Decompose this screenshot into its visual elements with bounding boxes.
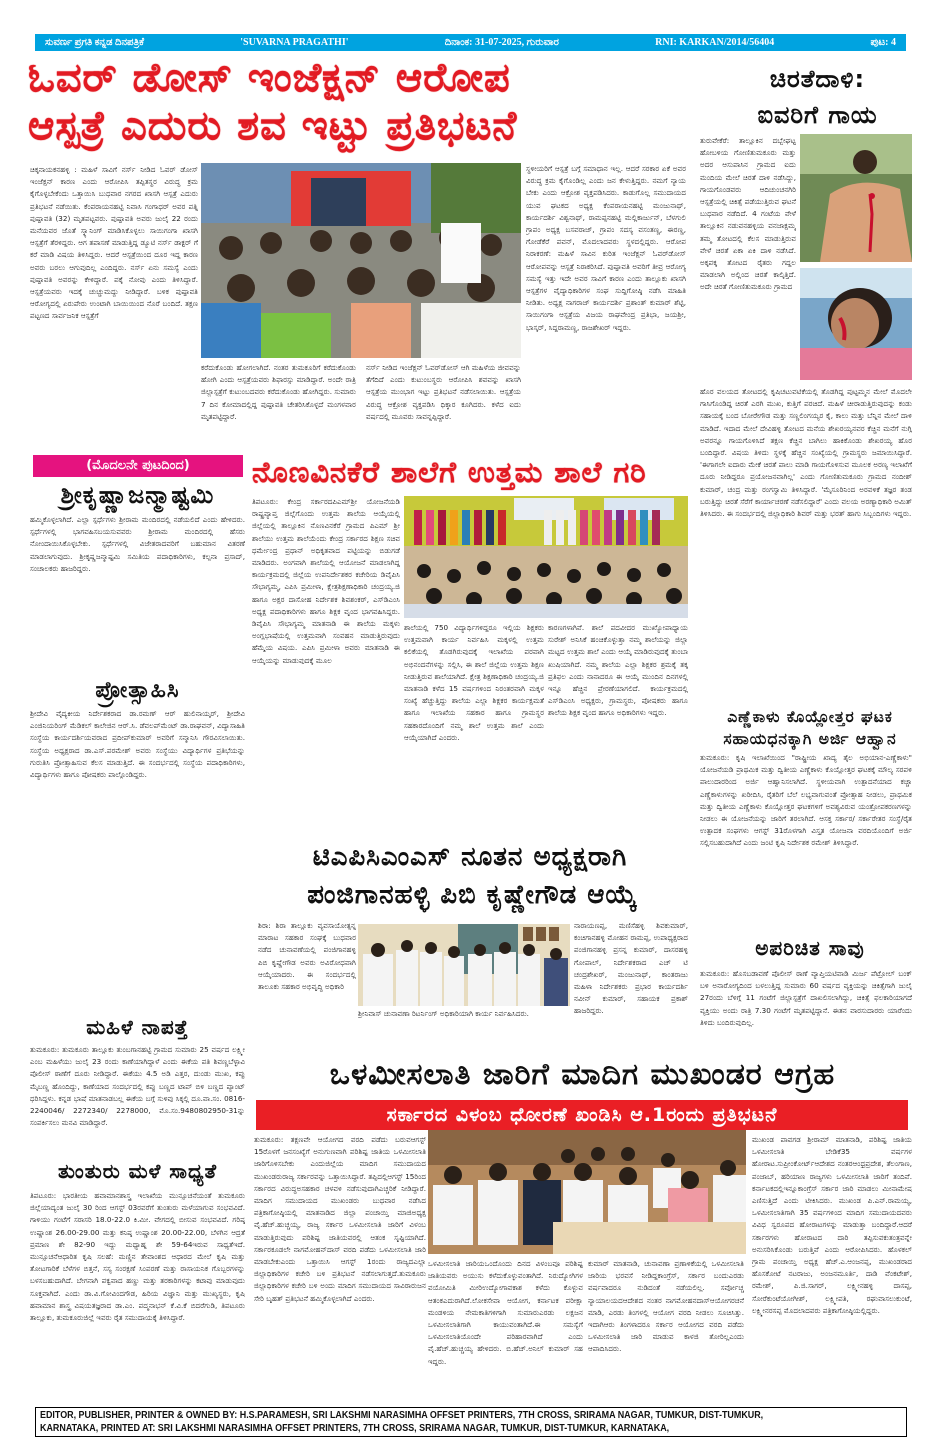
leopard-body-col2: ಹೊರ ವಲಯದ ತೋಟದಲ್ಲಿ ಕೃಷಿಚಟುವಟಿಕೆಯಲ್ಲಿ ತೊಡಗಿದ್ದ ಪುಟ್ಟಮ್ಮನ ಮೇಲೆ ಮೊದಲೇ ಗಾಸಿಗೊಂಡಿದ್ದ ಚಿರತೆ ಎರಗಿ ಮುಖ, ಕುತ್ತಿಗೆ ಪರಚಿದೆ. ಮಹಿಳೆ ಚೀರಾಡುತ್ತಿರುವುದನ್ನು ಕಂಡು ಸಹಾಯಕ್ಕೆ ಬಂದ ಬೋರೇಗೌಡ ಮತ್ತು ಸಣ್ಣಲಿಂಗಯ್ಯರ ಕೈ, ಕಾಲು ಮತ್ತು ಬೆನ್ನಿನ ಮೇಲೆ ದಾಳಿ ಮಾಡಿದೆ. ಇದಾದ ಮೇಲೆ ದೇವಿಹಳ್ಳಿ ತೋಟದ ಮನೆಯ ಶೇಖರಯ್ಯನವರ ಕೆಚ್ಚಿನ ಮನೆಗೆ ನುಗ್ಗಿ ಅವರನ್ನೂ ಗಾಯಗೊಳಿಸಿದೆ ತಕ್ಷಣ ಕೆಚ್ಚಿನ ಬಾಗಿಲು ಹಾಕಿಕೊಂಡು ಶೇಖರಯ್ಯ ಹೊರ ಬಂದಿದ್ದಾರೆ. ವಿಷಯ ತಿಳಿದು ಸ್ಥಳಕ್ಕೆ ಹೆಚ್ಚಿನ ಸಂಖ್ಯೆಯಲ್ಲಿ ಗ್ರಾಮಸ್ಥರು ಜಮಾಯಿಸಿದ್ದಾರೆ. 'ಈಗಾಗಲೇ ಐದಾರು ಮೇಕೆ ಚಿರತೆ ಪಾಲು ಮಾಡಿ ಗಾಯಗೊಳಿಸುವ ಮೂಲಕ ಅರಣ್ಯ ಇಲಾಖೆಗೆ ದೂರು ನೀಡಿದ್ದರೂ ಪ್ರಯೋಜನವಾಗಿಲ್ಲ' ಎಂದು ಗೋಣಿತುಮಕೂರು ಗ್ರಾಮದ ನಂದೀಶ್ ಕುಮಾರ್, ಚಂದ್ರ ಮತ್ತು ರಂಗಸ್ವಾಮಿ ತಿಳಿಸಿದ್ದಾರೆ. 'ಮೈಸೂರಿನಿಂದ ಅರವಳಿಕೆ ತಜ್ಞರ ತಂಡ ಬರುತ್ತಿದ್ದು ಚಿರತೆ ಸೆರೆಗೆ ಕಾರ್ಯಾಚರಣೆ ನಡೆಸಲಿದ್ದಾರೆ' ಎಂದು ವಲಯ ಅರಣ್ಯಾಧಿಕಾರಿ ಅಮಿತ್ ತಿಳಿಸಿದರು. ಈ ಸಂದರ್ಭದಲ್ಲಿ ಜಿಲ್ಲಾಧಿಕಾರಿ ಶಿವರ್ ಮತ್ತು ಭರತ್ ಹಾಗು ಸಿಬ್ಬಂದಿಗಳು ಇದ್ದರು. [700,387,912,519]
continued-from-front-page-tag: (ಮೊದಲನೇ ಪುಟದಿಂದ) [33,455,243,477]
issue-date: ದಿನಾಂಕ: 31-07-2025, ಗುರುವಾರ [444,37,559,48]
imprint-footer [35,1407,907,1437]
nonavinakere-body-col3: ಕಾರಣಗಳಾಗಿವೆ. ಶಾಲೆ ಪದವೀದರ ಮುಖ್ಯೋಪಾಧ್ಯಾಯ ಸುರೇಶ್ ಅನಿಸಿಕೆ ಹಂಚಿಕೊಳ್ಳುತ್ತಾ ನಮ್ಮ ಶಾಲೆಯನ್ನು ಜಿಲ್ಲಾ ಮಟ್ಟದ ಉತ್ತಮ ಶಾಲೆ ಎಂದು ಆಯ್ಕೆ ಮಾಡಿರುವುದಕ್ಕೆ ತುಂಬಾ ಖುಷಿಯಾಗಿದೆ. ನಮ್ಮ ಶಾಲೆಯ ಎಲ್ಲಾ ಶಿಕ್ಷಕರ ಶ್ರಮಕ್ಕೆ ತಕ್ಕ ಪ್ರತಿಫಲ ಎಂದು ನಾನಾದರೂ ಈ ಆಯ್ಕೆ ಮುಂದಿನ ದಿನಗಳಲ್ಲಿ ಇನ್ನೂ ಹೆಚ್ಚಿನ ಪ್ರೇರಣೆಯಾಗಲಿದೆ. ಕಾರ್ಯಕ್ರಮದಲ್ಲಿ ಎಸ್‌ಡಿಎಂಸಿ ಅಧ್ಯಕ್ಷರು, ಗ್ರಾಮಸ್ಥರು, ಪೋಷಕರು ಹಾಗೂ ಶಾಲೆಯ ಶಿಕ್ಷಕ ವೃಂದ ಹಾಗೂ ಅಧಿಕಾರಿಗಳು ಇದ್ದರು. [548,623,688,718]
overdose-headline-line1: ಓವರ್ ಡೋಸ್ ಇಂಜೆಕ್ಷನ್ ಆರೋಪ [28,55,511,101]
olameesalati-body-col2: ಒಳಮೀಸಲಾತಿ ಜಾರಿಯಒಂದೊಂದು ದಿನದ ವಿಳಂಬವೂ ಪರಿಶಿಷ್ಟ ಜಾತಿಯವರು ಅಯುಸು ಕಳೆದುಕೊಳ್ಳುವಂತಾಗಿದೆ. ನಿರುದ್ಯೋಗಿಗಳ ವಯೋಮಿತಿ ಮೀರಿಉದ್ಯೋಗಾವಕಾಶ ಕಳೆದು ಕೊಳ್ಳುವ ಆತಂಕಎದುರಾಗಿದೆ.ಲೋಕಸೇವಾ ಆಯೋಗ, ಕರ್ನಾಟಕ ಪರೀಕ್ಷಾ ಮಂಡಳಿಯ ನೇಮಕಾತಿಗಳಿಗಾಗಿ ಸುಮಾರುಎರಡು ಲಕ್ಷಜನ ಒಳಮೀಸಲಾತಿಗಾಗಿ ಕಾಯುವಂತಾಗಿದೆ.ಈ ಸಮಸ್ಯೆಗೆ ಒಳಮೀಸಲಾತಿಯೊಂದೇ ಪರಿಹಾರವಾಗಿದೆ ಎಂದು ವೈ.ಹೆಚ್.ಹುಚ್ಚಯ್ಯ ಹೇಳಿದರು. ಬಿ.ಹೆಚ್.ಅನಿಲ್ ಕುಮಾರ್ ಸಹ ಇದ್ದರು. [428,1259,583,1366]
protest-crowd-photo [201,163,521,358]
leopard-body-col1: ತುರುವೇಕೆರೆ: ತಾಲ್ಲೂಕಿನ ದಬ್ಬೇಘಟ್ಟ ಹೋಬಳಿಯ ಗೋಣಿತುಮಕೂರು ಮತ್ತು ಅದರ ಆಸುಪಾಸಿನ ಗ್ರಾಮದ ಐದು ಮಂದಿಯ ಮೇಲೆ ಚಿರತೆ ದಾಳಿ ನಡೆಸಿದ್ದು, ಗಾಯಗೊಂಡವರು ಆದಿಚುಂಚನಗಿರಿ ಆಸ್ಪತ್ರೆಯಲ್ಲಿ ಚಿಕಿತ್ಸೆ ಪಡೆಯುತ್ತಿರುವ ಘಟನೆ ಬುಧವಾರ ನಡೆದಿದೆ. 4 ಗಂಟೆಯ ವೇಳೆ ತಾಲ್ಲೂಕಿನ ನಡುವನಹಳ್ಳಿಯ ವನಜಾಕ್ಷಮ್ಮ ತಮ್ಮ ತೋಟದಲ್ಲಿ ಕೆಲಸ ಮಾಡುತ್ತಿರುವ ವೇಳೆ ಚಿರತೆ ಏಕಾ ಏಕಿ ದಾಳಿ ನಡೆಸಿದೆ. ಅಕ್ಕಪಕ್ಕ ತೋಟದ ರೈತರು ಗದ್ದಲ ಮಾಡಲಾಗಿ ಅಲ್ಲಿಂದ ಚಿರತೆ ಕಾಲ್ಕಿತ್ತಿದೆ. ಅದೇ ಚಿರತೆ ಗೋಣಿತುಮಕೂರು ಗ್ರಾಮದ [700,136,796,292]
olameesalati-body-col4: ಮುಖಂಡ ಪಾವಗಡ ಶ್ರೀರಾಮ್ ಮಾತನಾಡಿ, ಪರಿಶಿಷ್ಟ ಜಾತಿಯ ಒಳಮೀಸಲಾತಿ ಬೇಡಿಕೆ35 ವರ್ಷಗಳ ಹೋರಾಟ.ಸುಪ್ರೀಂಕೋರ್ಟ್‌ಆದೇಶದ ನಂತರಆಂಧ್ರಪ್ರದೇಶ, ತೆಲಂಗಾಣ, ಪಂಜಾಬ್, ಹರಿಯಾಣ ರಾಜ್ಯಗಳು ಒಳಮೀಸಲಾತಿ ಜಾರಿಗೆ ತಂದಿವೆ. ಕರ್ನಾಟಕದಲ್ಲಿಇನ್ನೂಕಾಂಗ್ರೆಸ್ ಸರ್ಕಾರ ಜಾರಿ ಮಾಡಲು ಮೀನಾಮೇಷ ಎಣಿಸುತ್ತಿದೆ ಎಂದು ಟೀಕಿಸಿದರು. ಮುಖಂಡ ಪಿ.ಎನ್.ರಾಮಯ್ಯ, ಒಳಮೀಸಲಾತಿಗಾಗಿ 35 ವರ್ಷಗಳಿಂದ ಮಾದಿಗ ಸಮುದಾಯದವರು ವಿವಿಧ ಸ್ವರೂಪದ ಹೋರಾಟಗಳನ್ನು ಮಾಡುತ್ತಾ ಬಂದಿದ್ದಾರೆ.ಆದರೆ ಸರ್ಕಾರಗಳು ಹೋರಾಟದ ದಾರಿ ತಪ್ಪಿಸುವಕುತಂತ್ರವನ್ನೇ ಅನುಸರಿಸಿಕೊಂಡು ಬರುತ್ತಿವೆ ಎಂದು ಆರೋಪಿಸಿದರು. ಹೊಳಕಲ್ ಗ್ರಾಮ ಪಂಚಾಯ್ತಿ ಅಧ್ಯಕ್ಷ ಹೆಚ್.ಎ.ಆಂಜನಪ್ಪ, ಮುಖಂಡರಾದ ಹೊಸಕೋಟೆ ನಟರಾಜು, ಅಂಜನಮೂರ್ತಿ, ದಾಡಿ ವೆಂಕಟೇಶ್, ರಮೇಶ್, ಪಿ.ಜಿ.ಸಾಗರ್, ಲಕ್ಷ್ಮೀನಹಳ್ಳಿ ದಾಸಪ್ಪ, ಸೋರೆಕುಂಟೆಯೋಗೀಶ್, ಲಕ್ಷ್ಮೀಪತಿ, ರಘುವಾಸಲುಕುಂಟೆ, ಲಕ್ಷ್ಮೀನರಸಪ್ಪ ಮೊದಲಾದವರು ಪತ್ರಿಕಾಗೋಷ್ಠಿಯಲ್ಲಿದ್ದರು. [752,1135,912,1315]
leopard-headline-line2: ಐವರಿಗೆ ಗಾಯ [757,101,878,129]
rain-body: ತಿಪಟೂರು: ಭಾರತೀಯ ಹವಾಮಾನಶಾಸ್ತ್ರ ಇಲಾಖೆಯ ಮುನ್ಸೂಚನೆಯಂತೆ ತುಮಕೂರು ಜಿಲ್ಲೆಯಾದ್ಯಂತ ಜುಲೈ 30 ರಿಂದ ಆಗಸ್ಟ್ 03ರವರೆಗೆ ತುಂತುರು ಮಳೆಯಾಗುವ ಸಂಭವವಿದೆ. ಗಾಳಿಯು ಗಂಟೆಗೆ ಸರಾಸರಿ 18.0-22.0 ಕಿ.ಮೀ. ವೇಗದಲ್ಲಿ ಬೀಸುವ ಸಂಭವವಿದೆ. ಗರಿಷ್ಠ ಉಷ್ಣಾಂಶ 26.00-29.00 ಮತ್ತು ಕನಿಷ್ಠ ಉಷ್ಣಾಂಶ 20.00-22.00, ಬೆಳಗಿನ ಆದ್ರತೆ ಪ್ರಮಾಣ ಶೇ 82-90 ಇದ್ದು ಮಧ್ಯಾಹ್ನ ಶೇ 59-64ಇರುವ ಸಾಧ್ಯತೆಇದೆ. ಮುನ್ಸೂಚನೆಆಧಾರಿತ ಕೃಷಿ ಸಲಹೆ: ಮಣ್ಣಿನ ತೇವಾಂಶದ ಆಧಾರದ ಮೇಲೆ ಕೃಷಿ ಮತ್ತು ತೋಟಗಾರಿಕೆ ಬೆಳೆಗಳ ಬಿತ್ತನೆ, ಸಸ್ಯ ಸಂರಕ್ಷಣೆ ಸಿಂಪರಣೆ ಮತ್ತು ರಾಸಾಯನಿಕ ಗೊಬ್ಬರಗಳನ್ನು ಬಳಸಬಹುದಾಗಿದೆ. ಬೇಗನಾಗಿ ಪಕ್ವವಾದ ಹಣ್ಣು ಮತ್ತು ತರಕಾರಿಗಳನ್ನು ಕಟಾವು ಮಾಡುವುದು ಸೂಕ್ತವಾಗಿದೆ. ಎಂದು ಡಾ.ವಿ.ಗೋವಿಂದಗೌಡ, ಹಿರಿಯ ವಿಜ್ಞಾನಿ ಮತ್ತು ಮುಖ್ಯಸ್ಥರು, ಕೃಷಿ ಹವಾಮಾನ ಶಾಸ್ತ್ರ ವಿಷಯತಜ್ಞರಾದ ಡಾ.ಎಂ. ಪದ್ಮನಾಭನ್ ಕೆ.ವಿ.ಕೆ ಬಿದರೆಗುಡಿ, ತಿಪಟೂರು ತಾಲ್ಲೂಕು, ತುಮಕೂರುಜಿಲ್ಲೆ ಇವರು ರೈತ ಸಮುದಾಯಕ್ಕೆ ತಿಳಿಸಿದ್ದಾರೆ. [30,1191,245,1323]
tapcms-body-col3: ನಾರಾಯಣಪ್ಪ, ಮಣಿಸೆಹಳ್ಳಿ ಶಿವಕುಮಾರ್, ಕಂಚಿಗಾನಹಳ್ಳಿ ಮೋಹನ ರಾಮಪ್ಪ, ಉಪಾಧ್ಯಕ್ಷರಾದ ಪಂಜಿಗಾನಹಳ್ಳಿ ಪ್ರಸನ್ನ ಕುಮಾರ್, ದಾಸರಹಳ್ಳಿ ಗೋಪಾಲ್, ನಿರ್ದೇಶಕರಾದ ಎಚ್ ಟಿ ಚಂದ್ರಶೇಖರ್, ಮಂಜುನಾಥ್, ಕಾಂತರಾಜು ಮಹಿಳಾ ನಿರ್ದೇಶಕರು ಪ್ರಭಾರ ಕಾರ್ಯದರ್ಶಿ ನವೀನ್ ಕುಮಾರ್, ಸಹಾಯಕ ಪ್ರಕಾಶ್ ಹಾಜರಿದ್ದರು. [574,921,688,1016]
rain-headline: ತುಂತುರು ಮಳೆ ಸಾಧ್ಯತೆ [57,1159,218,1183]
masthead-bar [35,34,906,51]
election-felicitation-photo [358,924,570,1006]
olameesalati-subheadline: ಸರ್ಕಾರದ ವಿಳಂಬ ಧೋರಣೆ ಖಂಡಿಸಿ ಆ.1ರಂದು ಪ್ರತಿಭಟನೆ [256,1100,908,1130]
injured-man-back-photo [800,134,912,262]
ennekalu-body: ತುಮಕೂರು: ಕೃಷಿ ಇಲಾಖೆಯಿಂದ "ರಾಷ್ಟ್ರೀಯ ಖಾದ್ಯ ತೈಲ ಅಭಿಯಾನ-ಎಣ್ಣೆಕಾಳು" ಯೋಜನೆಯಡಿ ಪ್ರಾಥಮಿಕ ಮತ್ತು ದ್ವಿತೀಯ ಎಣ್ಣೆಕಾಳು ಕೊಯ್ಲೋತ್ತರ ಘಟಕಕ್ಕೆ ಮೌಲ್ಯ ಸರಪಳಿ ಪಾಲುದಾರರಿಂದ ಅರ್ಜಿ ಆಹ್ವಾನಿಸಲಾಗಿದೆ. ಸ್ಥಳೀಯವಾಗಿ ಉತ್ಪಾದನೆಯಾದ ಕಚ್ಚಾ ಎಣ್ಣೆಕಾಳುಗಳನ್ನು ಖರೀದಿಸಿ, ರೈತರಿಗೆ ಬೆಲೆ ಲಭ್ಯವಾಗುವಂತೆ ಪ್ರೋತ್ಸಾಹ ನೀಡಲು, ಪ್ರಾಥಮಿಕ ಮತ್ತು ದ್ವಿತೀಯ ಎಣ್ಣೆಕಾಳು ಕೊಯ್ಲೋತ್ತರ ಘಟಕಗಳಿಗೆ ಅವಶ್ಯವಿರುವ ಯಂತ್ರೋಪಕರಣಗಳನ್ನು ನೀಡಲು ಈ ಯೋಜನೆಯನ್ನು ಜಾರಿಗೆ ತರಲಾಗಿದೆ. ಆಸಕ್ತ ಸರ್ಕಾರ/ ಸರ್ಕಾರೇತರ ಸಂಸ್ಥೆ/ರೈತ ಉತ್ಪಾದಕ ಸಂಘಗಳು ಆಗಸ್ಟ್ 31ರೊಳಗಾಗಿ ವಿಸ್ತೃತ ಯೋಜನಾ ವರದಿಯೊಂದಿಗೆ ಅರ್ಜಿ ಸಲ್ಲಿಸಬಹುದಾಗಿದೆ ಎಂದು ಜಂಟಿ ಕೃಷಿ ನಿರ್ದೇಶಕ ರಮೇಶ್ ತಿಳಿಸಿದ್ದಾರೆ. [700,753,912,848]
overdose-body-col4: ಸ್ಥಳೀಯರಿಗೆ ಆಸ್ಪತ್ರೆ ಬಗ್ಗೆ ಸಮಾಧಾನ ಇಲ್ಲ. ಆದರೆ ಸರಕಾರ ಏಕೆ ಅವರ ವಿರುದ್ಧ ಕ್ರಮ ಕೈಗೊಂಡಿಲ್ಲ ಎಂದು ಜನ ಕೇಳುತ್ತಿದ್ದರು. ನಮಗೆ ನ್ಯಾಯ ಬೇಕು ಎಂದು ಆಕ್ರೋಶ ವ್ಯಕ್ತಪಡಿಸಿದರು. ಕಾಡುಗೊಲ್ಲ ಸಮುದಾಯದ ಯುವ ಘಟಕದ ಅಧ್ಯಕ್ಷ ಕೆಂಪರಾಯನಹಟ್ಟಿ ಮಂಜುನಾಥ್, ಕಾರ್ಯದರ್ಶಿ ವಿಶ್ವನಾಥ್, ರಾಮಪ್ಪನಹಟ್ಟಿ ಮಲ್ಲಿಕಾರ್ಜುನ್, ಬೆಳಗುಲಿ ಗ್ರಾಪಂ ಅಧ್ಯಕ್ಷ ಬಸವರಾಜ್, ಗ್ರಾಪಂ ಸದಸ್ಯ ವಸಂತಣ್ಣ, ಈರಣ್ಣ, ಗೋಡೆಕೆರೆ ಪವನ್, ಮೊದಲಾದವರು ಸ್ಥಳದಲ್ಲಿದ್ದರು. ಆರೋಪ ನಿರಾಕರಣೆ: ಮಹಿಳೆ ಸಾವಿನ ಕುರಿತ ಇಂಜೆಕ್ಷನ್ ಓವರ್‌ಡೋಸ್ ಆರೋಪವನ್ನು ಆಸ್ಪತ್ರೆ ನಿರಾಕರಿಸಿದೆ. ಪುಷ್ಪಾವತಿ ಅವರಿಗೆ ತೀವ್ರ ಆರೋಗ್ಯ ಸಮಸ್ಯೆ ಇತ್ತು ಇದೇ ಅವರ ಸಾವಿಗೆ ಕಾರಣ ಎಂದು ತಾಲ್ಲೂಕು ಖಾಸಗಿ ಆಸ್ಪತ್ರೆಗಳ ವೈದ್ಯಾಧಿಕಾರಿಗಳ ಸಂಘ ಸುದ್ದಿಗೋಷ್ಠಿ ನಡೆಸಿ ಮಾಹಿತಿ ನೀಡಿತು. ಅಧ್ಯಕ್ಷ ನಾಗರಾಜ್ ಕಾರ್ಯದರ್ಶಿ ಪ್ರಶಾಂತ್ ಕುಮಾರ್ ಶೆಟ್ಟಿ, ಸಾಯಿಗಂಗಾ ಆಸ್ಪತ್ರೆಯ ವಿಜಯ ರಾಘವೇಂದ್ರ ಪ್ರತಿಭಾ, ಜಯಶ್ರೀ, ಭಾಸ್ಕರ್, ಸಿದ್ದರಾಮಣ್ಣ, ರಾಜಶೇಖರ್ ಇದ್ದರು. [526,164,686,332]
ennekalu-headline-line2: ಸಹಾಯಧನಕ್ಕಾಗಿ ಅರ್ಜಿ ಆಹ್ವಾನ [723,730,897,748]
mahile-headline: ಮಹಿಳೆ ನಾಪತ್ತೆ [86,1015,189,1039]
tapcms-headline-line1: ಟಿಎಪಿಸಿಎಂಎಸ್ ನೂತನ ಅಧ್ಯಕ್ಷರಾಗಿ [312,842,628,872]
janmashtami-body: ಹಮ್ಮಿಕೊಳ್ಳಲಾಗಿದೆ. ಎಲ್ಲಾ ಸ್ಪರ್ಧೆಗಳು ಶ್ರೀರಾಮ ಮಂದಿರದಲ್ಲಿ ನಡೆಯಲಿದೆ ಎಂದು ಹೇಳಿದರು. ಸ್ಪರ್ಧೆಗಳಲ್ಲಿ ಭಾಗವಹಿಸಬಯಸುವವರು ಶ್ರೀರಾಮ ಮಂದಿರದಲ್ಲಿ ಹೆಸರು ನೋಂದಾಯಿಸಿಕೊಳ್ಳಬೇಕು. ಸ್ಪರ್ಧೆಗಳಲ್ಲಿ ವಿಜೇತರಾದವರಿಗೆ ಬಹುಮಾನ ವಿತರಣೆ ಮಾಡಲಾಗುವುದು. ಶ್ರೀಕೃಷ್ಣಜನ್ಮಾಷ್ಟಮಿ ಸಮಿತಿಯ ಪದಾಧಿಕಾರಿಗಳು, ಕಲ್ಪನಾ ಪ್ರಸಾದ್, ಸಂಚಾಲಕರು ಹಾಜರಿದ್ದರು. [30,515,245,573]
olameesalati-body-col1: ತುಮಕೂರು: ತಕ್ಷಣವೇ ಆಯೋಗದ ವರದಿ ಪಡೆದು ಬರುವಆಗಸ್ಟ್ 15ರೊಳಗೆ ಜನಸಂಖ್ಯೆಗೆ ಅನುಗುಣವಾಗಿ ಪರಿಶಿಷ್ಟ ಜಾತಿಯ ಒಳಮೀಸಲಾತಿ ಜಾರಿಗೊಳಿಸಬೇಕು ಎಂದುಜಿಲ್ಲೆಯ ಮಾದಿಗ ಸಮುದಾಯದ ಮುಖಂಡರುರಾಜ್ಯ ಸರ್ಕಾರವನ್ನು ಒತ್ತಾಯಿಸಿದ್ದಾರೆ. ತಪ್ಪಿದಲ್ಲಿಆಗಸ್ಟ್ 15ರಿಂದ ಸರ್ಕಾರದ ವಿರುದ್ಧಅಸಹಕಾರ ಚಳವಳಿ ನಡೆಸುವುದಾಗಿಎಚ್ಚರಿಕೆ ನೀಡಿದ್ದಾರೆ. ಮಾದಿಗ ಸಮುದಾಯದ ಮುಖಂಡರು ಬುಧವಾರ ನಡೆಸಿದ ಪತ್ರಿಕಾಗೋಷ್ಠಿಯಲ್ಲಿ ಮಾತನಾಡಿದ ಜಿಲ್ಲಾ ಪಂಚಾಯ್ತಿ ಮಾಜಿಅಧ್ಯಕ್ಷ ವೈ.ಹೆಚ್.ಹುಚ್ಚಯ್ಯ, ರಾಜ್ಯ ಸರ್ಕಾರ ಒಳಮೀಸಲಾತಿ ಜಾರಿಗೆ ವಿಳಂಬ ಮಾಡುತ್ತಿರುವುದು ಪರಿಶಿಷ್ಟ ಜಾತಿಯವರಲ್ಲಿ ಆತಂಕ ಸೃಷ್ಟಿಯಾಗಿದೆ. ಸರ್ಕಾರಕೂಡಲೇ ನಾಗಮೋಹನ್‌ದಾಸ್ ವರದಿ ಪಡೆದು ಒಳಮೀಸಲಾತಿ ಜಾರಿ ಮಾಡಬೇಕುಎಂದು ಒತ್ತಾಯಿಸಿ ಆಗಸ್ಟ್ 1ರಂದು ರಾಜ್ಯದಎಲ್ಲಾ ಜಿಲ್ಲಾಧಿಕಾರಿಗಳ ಕಚೇರಿ ಬಳಿ ಪ್ರತಿಭಟನೆ ನಡೆಸಲಾಗುತ್ತದೆ.ತುಮಕೂರು ಜಿಲ್ಲಾಧಿಕಾರಿಗಳ ಕಚೇರಿ ಬಳಿ ಅಂದು ಮಾದಿಗ ಸಮುದಾಯದ ಸಾವಿರಾರುಜನ ಸೇರಿ ಬೃಹತ್ ಪ್ರತಿಭಟನೆ ಹಮ್ಮಿಕೊಳ್ಳಲಾಗಿದೆ ಎಂದರು. [254,1135,426,1303]
nonavinakere-body-col1: ತಿಪಟೂರು: ಕೇಂದ್ರ ಸರ್ಕಾರದಪಿಎಮ್‌ಶ್ರೀ ಯೋಜನೆಯಡಿ ರಾಷ್ಟ್ರವ್ಯಾಪ್ತ ಜಿಲ್ಲೆಗೊಂದು ಉತ್ತಮ ಶಾಲೆಯ ಆಯ್ಕೆಯಲ್ಲಿ ಜಿಲ್ಲೆಯಲ್ಲಿ ತಾಲ್ಲೂಕಿನ ನೊಣವಿನಕೆರೆ ಗ್ರಾಮದ ಪಿಎಮ್ ಶ್ರೀ ಶಾಲೆಯು ಉತ್ತಮ ಶಾಲೆಯೆಂದು ಕೇಂದ್ರ ಸರ್ಕಾರದ ಶಿಕ್ಷಣ ಸಚಿವ ಧರ್ಮೇಂದ್ರ ಪ್ರಧಾನ್ ಅಧಿಕೃತವಾದ ಪಟ್ಟಿಯನ್ನು ಬಿಡುಗಡೆ ಮಾಡಿದರು. ಅಂಗವಾಗಿ ಶಾಲೆಯಲ್ಲಿ ಆಯೋಜನೆ ಮಾಡಲಾಗಿದ್ದ ಕಾರ್ಯಕ್ರಮದಲ್ಲಿ ಜಿಲ್ಲೆಯ ಉಪನಿರ್ದೇಶಕರ ಕಚೇರಿಯ ಡಿವೈಪಿಸಿ ಸೌಭಾಗ್ಯಮ್ಮ, ಎಪಿಸಿ ಪ್ರಮೀಳಾ, ಕ್ಷೇತ್ರಶಿಕ್ಷಣಾಧಿಕಾರಿ ಚಂದ್ರಯ್ಯ.ಜಿ ಹಾಗೂ ಅಕ್ಷರ ದಾಸೋಹ ನಿರ್ದೇಶಕ ಶಿವಶಂಕರ್, ಎಸ್‌ಡಿಎಂಸಿ ಅಧ್ಯಕ್ಷ ಪದಾಧಿಕಾರಿಗಳು ಹಾಗೂ ಶಿಕ್ಷಕ ವೃಂದ ಭಾಗವಹಿಸಿದ್ದರು. ಡಿವೈಪಿಸಿ ಸೌಭಾಗ್ಯಮ್ಮ ಮಾತನಾಡಿ ಈ ಶಾಲೆಯ ಮಕ್ಕಳು ಅಂಗ್ಲಭಾಷೆಯಲ್ಲಿ ಉತ್ತಮವಾಗಿ ಸಂವಹನ ಮಾಡುತ್ತಿರುವುದು ಹೆಮ್ಮೆಯ ವಿಷಯ. ಎಪಿಸಿ ಪ್ರಮೀಳಾ ಅವರು ಮಾತನಾಡಿ ಈ ಆಯ್ಕೆಯನ್ನು ಮಾಡುವುದಕ್ಕೆ ಮೂಲ [252,497,400,665]
paper-name-english: 'SUVARNA PRAGATHI' [240,37,349,48]
overdose-body-col1: ಚಿಕ್ಕನಾಯಕನಹಳ್ಳಿ : ಮಹಿಳೆ ಸಾವಿಗೆ ನರ್ಸ್ ನೀಡಿದ ಓವರ್ ಡೋಸ್ ಇಂಜೆಕ್ಷನ್ ಕಾರಣ ಎಂದು ಆರೋಪಿಸಿ ತಪ್ಪಿತಸ್ಥರ ವಿರುದ್ಧ ಕ್ರಮ ಕೈಗೊಳ್ಳಬೇಕೆಂದು ಒತ್ತಾಯಿಸಿ ಬುಧವಾರ ನಗರದ ಖಾಸಗಿ ಆಸ್ಪತ್ರೆ ಎದುರು ಪ್ರತಿಭಟನೆ ನಡೆಯಿತು. ಕೆಂಪರಾಯನಹಟ್ಟಿ ನಿವಾಸಿ ಗಂಗಾಧರ್ ಅವರ ಪತ್ನಿ ಪುಷ್ಪಾವತಿ (32) ಮೃತಪಟ್ಟವರು. ಪುಷ್ಪಾವತಿ ಅವರು ಜುಲೈ 22 ರಂದು ಮನೆಯವರ ಜೊತೆ ಸ್ಕ್ಯಾನಿಂಗ್ ಮಾಡಿಸಿಕೊಳ್ಳಲು ಸಾಯಿಗಂಗಾ ಖಾಸಗಿ ಆಸ್ಪತ್ರೆಗೆ ತೆರಳಿದ್ದರು. ಆಗ ತಪಾಸಣೆ ಮಾಡುತ್ತಿದ್ದ ಡ್ಯೂಟಿ ನರ್ಸ್ ಡಾಕ್ಟರ್ ಗೆ ಕರೆ ಮಾಡಿ ವಿಷಯ ತಿಳಿಸಿದ್ದರು. ಆದರೆ ಆಸ್ಪತ್ರೆಯಿಂದ ದೂರ ಇದ್ದ ಕಾರಣ ಅವರು ಬರಲು ಆಗುವುದಿಲ್ಲ ಎಂದಿದ್ದರು. ನರ್ಸ್ ಏನು ಸಮಸ್ಯೆ ಎಂದು ಪುಷ್ಪಾವತಿ ಅವರನ್ನು ಕೇಳಿದ್ದಾರೆ. ಪಕ್ಕೆ ನೋವು ಎಂದು ತಿಳಿಸಿದ್ದಾರೆ. ಆಸ್ಪತ್ರೆಯವರು ಇದಕ್ಕೆ ಚುಚ್ಚುಮದ್ದು ನೀಡಿದ್ದಾರೆ. ಬಳಿಕ ಪುಷ್ಪಾವತಿ ಆರೋಗ್ಯದಲ್ಲಿ ಏರುಪೇರು ಉಂಟಾಗಿ ಬಾಯಿಯಿಂದ ನೊರೆ ಬಂದಿದೆ. ತಕ್ಷಣ ಪಟ್ಟಣದ ಸಾರ್ವಜನಿಕ ಆಸ್ಪತ್ರೆಗೆ [30,165,198,321]
tapcms-body-col1: ಶಿರಾ: ಶಿರಾ ತಾಲ್ಲೂಕು ವ್ಯವಸಾಯೋತ್ಪನ್ನ ಮಾರಾಟ ಸಹಕಾರ ಸಂಘಕ್ಕೆ ಬುಧವಾರ ನಡೆದ ಚುನಾವಣೆಯಲ್ಲಿ ಪಂಜಿಗಾನಹಳ್ಳಿ ಪಿಬಿ ಕೃಷ್ಣೇಗೌಡ ಅವರು ಅವಿರೋಧವಾಗಿ ಆಯ್ಕೆಯಾದರು. ಈ ಸಂದರ್ಭದಲ್ಲಿ ತಾಲೂಕು ಸಹಕಾರ ಅಭಿವೃದ್ಧಿ ಅಧಿಕಾರಿ [258,921,356,992]
protsahisi-body: ಶ್ರೀದೇವಿ ವೈದ್ಯಕೀಯ ನಿರ್ದೇಶಕರಾದ ಡಾ.ರಮಣ್ ಆರ್ ಹುಲಿನಾಯ್ಕರ್, ಶ್ರೀದೇವಿ ಎಂಜಿನಿಯರಿಂಗ್ ಮೆಡಿಕಲ್ ಕಾಲೇಜಿನ ಆರ್.ಸಿ. ಡೆವಲಪ್‌ಮೆಂಟ್ ಡಾ.ರಾಘವನ್, ವಿದ್ಯಾಸಾಹಿತಿ ಸಂಸ್ಥೆಯ ಕಾರ್ಯದರ್ಶಿಯವರಾದ ಪ್ರದೀಪ್‌ಕುಮಾರ್ ಅವರಿಗೆ ಸನ್ಮಾನಿಸಿ ಗೌರವಿಸಲಾಯಿತು. ಸಂಸ್ಥೆಯ ಅಧ್ಯಕ್ಷರಾದ ಡಾ.ಎಸ್.ಪರಮೇಶ್ ಅವರು ಸಂಸ್ಥೆಯು ವಿದ್ಯಾರ್ಥಿಗಳ ಪ್ರತಿಭೆಯನ್ನು ಗುರುತಿಸಿ ಪ್ರೋತ್ಸಾಹಿಸುವ ಕೆಲಸ ಮಾಡುತ್ತಿದೆ. ಈ ಸಂದರ್ಭದಲ್ಲಿ ಸಂಸ್ಥೆಯ ಪದಾಧಿಕಾರಿಗಳು, ವಿದ್ಯಾರ್ಥಿಗಳು ಹಾಗೂ ಪೋಷಕರು ಪಾಲ್ಗೊಂಡಿದ್ದರು. [30,709,245,780]
page-number: ಪುಟ: 4 [870,37,896,48]
olameesalati-body-col3: ಕುಮಾರ್ ಮಾತನಾಡಿ, ಚುನಾವಣಾ ಪ್ರಣಾಳಿಕೆಯಲ್ಲಿ ಒಳಮೀಸಲಾತಿ ಜಾರಿಯ ಭರವಸೆ ನೀಡಿದ್ದಕಾಂಗ್ರೆಸ್, ಸರ್ಕಾರ ಬಂದುಎರಡು ವರ್ಷವಾದರೂ ನುಡಿದಂತೆ ನಡೆಯಲಿಲ್ಲ. ಸರ್ವೋಚ್ಚ ನ್ಯಾಯಾಲಯದಆದೇಶದ ನಂತರ ನಾಗಮೋಹನದಾಸ್ಆಯೋಗರಚನೆ ಮಾಡಿ, ಎರಡು ತಿಂಗಳಲ್ಲಿ ಆಯೋಗ ವರದಿ ನೀಡಲು ಸೂಚಿಸಿತ್ತು. ಇದಾಗಿಆರು ತಿಂಗಳಾದರೂ ಸರ್ಕಾರ ಆಯೋಗದ ವರದಿ ಪಡೆದು ಒಳಮೀಸಲಾತಿ ಜಾರಿ ಮಾಡುವ ಕಾಳಜಿ ತೋರಿಲ್ಲಎಂದು ಆಪಾದಿಸಿದರು. [588,1259,744,1354]
rni-number: RNI: KARKAN/2014/56404 [655,37,775,48]
aparichita-body: ತುಮಕೂರು: ಹೊಸಬಡಾವಣೆ ಪೊಲೀಸ್ ಠಾಣೆ ವ್ಯಾಪ್ತಿಯಟಿವಾಡಿ ಮಿರ್ಜ ಪೆಟ್ರೋಲ್ ಬಂಕ್ ಬಳಿ ಅನಾರೋಗ್ಯದಿಂದ ಬಳಲುತ್ತಿದ್ದ ಸುಮಾರು 60 ವರ್ಷದ ವ್ಯಕ್ತಿಯನ್ನು ಚಿಕಿತ್ಸೆಗಾಗಿ ಜುಲೈ 27ರಂದು ಬೆಳಿಗ್ಗೆ 11 ಗಂಟೆಗೆ ಜಿಲ್ಲಾಸ್ಪತ್ರೆಗೆ ದಾಖಲಿಸಲಾಗಿದ್ದು, ಚಿಕಿತ್ಸೆ ಫಲಕಾರಿಯಾಗದೆ ವ್ಯಕ್ತಿಯು ಅಂದು ರಾತ್ರಿ 7.30 ಗಂಟೆಗೆ ಮೃತಪಟ್ಟಿದ್ದಾನೆ. ಈತನ ವಾರಸುದಾರರು ಯಾರೆಂದು ತಿಳಿದು ಬಂದಿರುವುದಿಲ್ಲ. [700,969,912,1027]
overdose-body-col3: ನರ್ಸ್ ನೀಡಿದ ಇಂಜೆಕ್ಷನ್ ಓವರ್‌ಡೋಸ್ ಆಗಿ ಮಹಿಳೆಯ ಜೀವವನ್ನು ತೆಗೆದಿದೆ ಎಂದು ಕುಟುಂಬಸ್ಥರು ಆರೋಪಿಸಿ ಶವವನ್ನು ಖಾಸಗಿ ಆಸ್ಪತ್ರೆಯ ಮುಂಭಾಗ ಇಟ್ಟು ಪ್ರತಿಭಟನೆ ನಡೆಸಲಾಯಿತು. ಆಸ್ಪತ್ರೆಯ ವಿರುದ್ಧ ಆಕ್ರೋಶ ವ್ಯಕ್ತಪಡಿಸಿ ಧಿಕ್ಕಾರ ಕೂಗಿದರು. ಕಳೆದ ಐದು ವರ್ಷದಲ್ಲಿ ಮೂವರು ಸಾವನ್ನಪ್ಪಿದ್ದಾರೆ. [366,363,521,421]
janmashtami-headline: ಶ್ರೀಕೃಷ್ಣಾಜನ್ಮಾಷ್ಟಮಿ [60,481,215,509]
ennekalu-headline-line1: ಎಣ್ಣೆಕಾಳು ಕೊಯ್ಲೋತ್ತರ ಘಟಕ [727,708,893,726]
school-students-photo [404,496,688,618]
overdose-body-col2: ಕರೆದುಕೊಂಡು ಹೋಗಲಾಗಿದೆ. ನಂತರ ತುಮಕೂರಿಗೆ ಕರೆದುಕೊಂಡು ಹೋಗಿ ಎಂದು ಆಸ್ಪತ್ರೆಯವರು ಶಿಫಾರಸ್ಸು ಮಾಡಿದ್ದಾರೆ. ಅಂದೇ ರಾತ್ರಿ ಜಿಲ್ಲಾಸ್ಪತ್ರೆಗೆ ಕುಟುಂಬದವರು ಕರೆದುಕೊಂಡು ಹೋಗಿದ್ದರು. ಸುಮಾರು 7 ದಿನ ಕೋಮಾದಲ್ಲಿದ್ದ ಪುಷ್ಪಾವತಿ ಚೇತರಿಸಿಕೊಳ್ಳದೆ ಮಂಗಳವಾರ ಮೃತಪಟ್ಟಿದ್ದಾರೆ. [201,363,356,421]
tapcms-body-col2: ಶ್ರೀನಿವಾಸ್ ಚುನಾವಣಾ ರಿಟರ್ನಿಂಗ್ ಅಧಿಕಾರಿಯಾಗಿ ಕಾರ್ಯ ನಿರ್ವಹಿಸಿದರು. [358,1009,529,1018]
injured-woman-face-photo [800,268,912,380]
overdose-headline-line2: ಆಸ್ಪತ್ರೆ ಎದುರು ಶವ ಇಟ್ಟು ಪ್ರತಿಭಟನೆ [28,103,518,149]
nonavinakere-headline: ನೊಣವಿನಕೆರೆ ಶಾಲೆಗೆ ಉತ್ತಮ ಶಾಲೆ ಗರಿ [252,455,647,489]
olameesalati-headline: ಒಳಮೀಸಲಾತಿ ಜಾರಿಗೆ ಮಾದಿಗ ಮುಖಂಡರ ಆಗ್ರಹ [329,1057,836,1092]
press-conference-photo [428,1130,746,1254]
imprint-line-1: EDITOR, PUBLISHER, PRINTER & OWNED BY: H.S.PARAMESH, SRI LAKSHMI NARASIMHA OFFSET PRINTERS, 7TH CROSS, SRIRAMA NAGAR, TUMKUR, DIST-TUMKUR, [40,1410,764,1421]
mahile-body: ತುಮಕೂರು: ತುಮಕೂರು ತಾಲ್ಲೂಕು ತುಂಬಗಾನಹಟ್ಟಿ ಗ್ರಾಮದ ಸುಮಾರು 25 ವರ್ಷದ ಲಕ್ಷ್ಮೀ ಎಂಬ ಮಹಿಳೆಯು ಜುಲೈ 23 ರಂದು ಕಾಣೆಯಾಗಿದ್ದಾಳೆ ಎಂದು ಈಕೆಯ ಪತಿ ಶಿವಣ್ಣಬೆಳ್ಳಾವಿ ಪೊಲೀಸ್ ಠಾಣೆಗೆ ದೂರು ನೀಡಿದ್ದಾರೆ. ಈಕೆಯು 4.5 ಅಡಿ ಎತ್ತರ, ದುಂಡು ಮುಖ, ಕಪ್ಪು ಮೈಬಣ್ಣ ಹೊಂದಿದ್ದು, ಕಾಣೆಯಾದ ಸಂದರ್ಭದಲ್ಲಿ ಕಪ್ಪು ಬಣ್ಣದ ಟಾಪ್ ಬಿಳಿ ಬಣ್ಣದ ಪ್ಯಾಂಟ್ ಧರಿಸಿದ್ದಳು. ಕನ್ನಡ ಭಾಷೆ ಮಾತನಾಡಬಲ್ಲ ಈಕೆಯ ಬಗ್ಗೆ ಸುಳಿವು ಸಿಕ್ಕಲ್ಲಿ ದೂ.ವಾ.ಸಂ. 0816-2240046/ 2272340/ 2278000, ಮೊ.ಸಂ.9480802950-31ನ್ನು ಸಂಪರ್ಕಿಸಲು ಮನವಿ ಮಾಡಿದ್ದಾರೆ. [30,1045,245,1128]
aparichita-headline: ಅಪರಿಚಿತ ಸಾವು [755,936,865,960]
imprint-line-2: KARNATAKA, PRINTED AT: SRI LAKSHMI NARASIMHA OFFSET PRINTERS, 7TH CROSS, SRIRAMA NAGAR, TUMKUR, DIST-TUMKUR, KARNATAKA, [40,1423,670,1434]
tapcms-headline-line2: ಪಂಜಿಗಾನಹಳ್ಳಿ ಪಿಬಿ ಕೃಷ್ಣೇಗೌಡ ಆಯ್ಕೆ [307,880,638,910]
paper-name-kannada: ಸುವರ್ಣ ಪ್ರಗತಿ ಕನ್ನಡ ದಿನಪತ್ರಿಕೆ [45,37,145,48]
leopard-headline-line1: ಚಿರತೆದಾಳಿ: [769,65,866,93]
protsahisi-headline: ಪ್ರೋತ್ಸಾಹಿಸಿ [95,678,180,703]
nonavinakere-body-col2: ಶಾಲೆಯಲ್ಲಿ 750 ವಿದ್ಯಾರ್ಥಿಗಳಿದ್ದರೂ ಇಲ್ಲಿಯ ಶಿಕ್ಷಕರು ಉತ್ತಮವಾಗಿ ಕಾರ್ಯ ನಿರ್ವಹಿಸಿ ಮಕ್ಕಳಲ್ಲಿ ಉತ್ತಮ ಕಲಿಕೆಯಲ್ಲಿ ತೊಡಗಿರುವುದಕ್ಕೆ ಇಲಾಖೆಯ ಪರವಾಗಿ ಅಭಿನಂದನೆಗಳನ್ನು ಸಲ್ಲಿಸಿ, ಈ ಶಾಲೆ ಜಿಲ್ಲೆಯ ಉತ್ತಮ ಶಿಕ್ಷಣ ನೀಡುತ್ತಿರುವ ಶಾಲೆಯಾಗಿದೆ. ಕ್ಷೇತ್ರ ಶಿಕ್ಷಣಾಧಿಕಾರಿ ಚಂದ್ರಯ್ಯ.ಜಿ ಮಾತನಾಡಿ ಕಳೆದ 15 ವರ್ಷಗಳಿಂದ ನಿರಂತರವಾಗಿ ಮಕ್ಕಳ ಸಂಖ್ಯೆ ಹೆಚ್ಚುತ್ತಿದ್ದು ಶಾಲೆಯ ಎಲ್ಲಾ ಶಿಕ್ಷಕರ ಕಾರ್ಯಕ್ಷಮತೆ ಹಾಗೂ ಇಲಾಖೆಯ ಸಹಕಾರ ಹಾಗೂ ಗ್ರಾಮಸ್ಥರ ಸಹಕಾರದೊಂದಿಗೆ ನಮ್ಮ ಶಾಲೆ ಉತ್ತಮ ಶಾಲೆ ಎಂದು ಆಯ್ಕೆಯಾಗಿದೆ ಎಂದರು. [404,623,544,742]
